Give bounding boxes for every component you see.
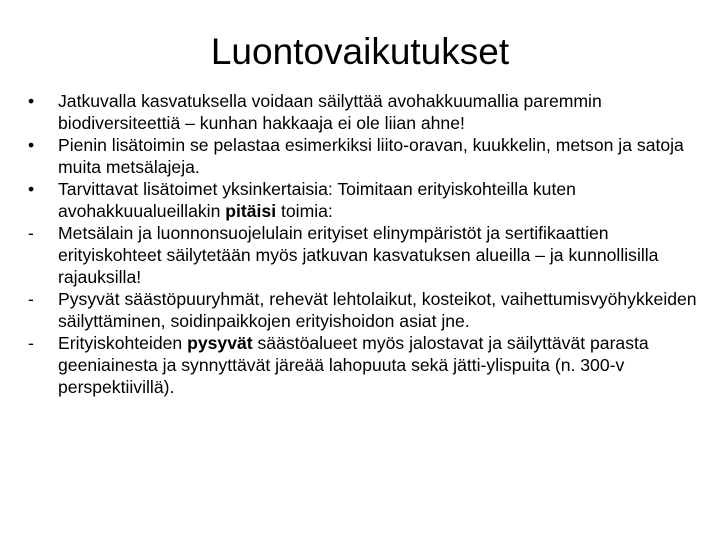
item-text: Jatkuvalla kasvatuksella voidaan säilyttää avohakkuumallia paremmin biodiversiteettiä – kunhan hakkaaja ei ole liian ahne! bbox=[58, 91, 602, 133]
list-item bbox=[28, 178, 698, 222]
item-text: Tarvittavat lisätoimet yksinkertaisia: Toimitaan erityiskohteilla kuten avohakkuualueillakin bbox=[58, 179, 576, 221]
list-item bbox=[28, 134, 698, 178]
slide-title: Luontovaikutukset bbox=[210, 31, 510, 72]
list-item bbox=[28, 90, 698, 134]
dash-marker: - bbox=[28, 289, 34, 309]
bullet-marker: • bbox=[28, 179, 35, 199]
dash-marker: - bbox=[28, 223, 34, 243]
item-text: Erityiskohteiden bbox=[58, 333, 188, 353]
list-item bbox=[28, 222, 698, 288]
item-text-bold: pitäisi bbox=[225, 201, 277, 221]
dash-marker: - bbox=[28, 333, 34, 353]
item-text: säästöalueet myös jalostavat ja säilyttävät parasta geeniainesta ja synnyttävät järeää lahopuuta sekä jätti-ylispuita (n. 300-v perspektiivillä). bbox=[58, 333, 649, 397]
item-text-bold: pysyvät bbox=[187, 333, 253, 353]
bullet-list bbox=[28, 90, 698, 398]
item-text: Pienin lisätoimin se pelastaa esimerkiksi liito-oravan, kuukkelin, metson ja satoja muita metsälajeja. bbox=[58, 135, 684, 177]
item-text: Pysyvät säästöpuuryhmät, rehevät lehtolaikut, kosteikot, vaihettumisvyöhykkeiden säilyttäminen, soidinpaikkojen erityishoidon asiat jne. bbox=[58, 289, 697, 331]
list-item bbox=[28, 332, 698, 398]
bullet-marker: • bbox=[28, 91, 35, 111]
item-text: toimia: bbox=[276, 201, 333, 221]
list-item bbox=[28, 288, 698, 332]
item-text: Metsälain ja luonnonsuojelulain erityiset elinympäristöt ja sertifikaattien erityiskohteet säilytetään myös jatkuvan kasvatuksen alueilla – ja kunnollisilla rajauksilla! bbox=[58, 223, 659, 287]
bullet-marker: • bbox=[28, 135, 35, 155]
